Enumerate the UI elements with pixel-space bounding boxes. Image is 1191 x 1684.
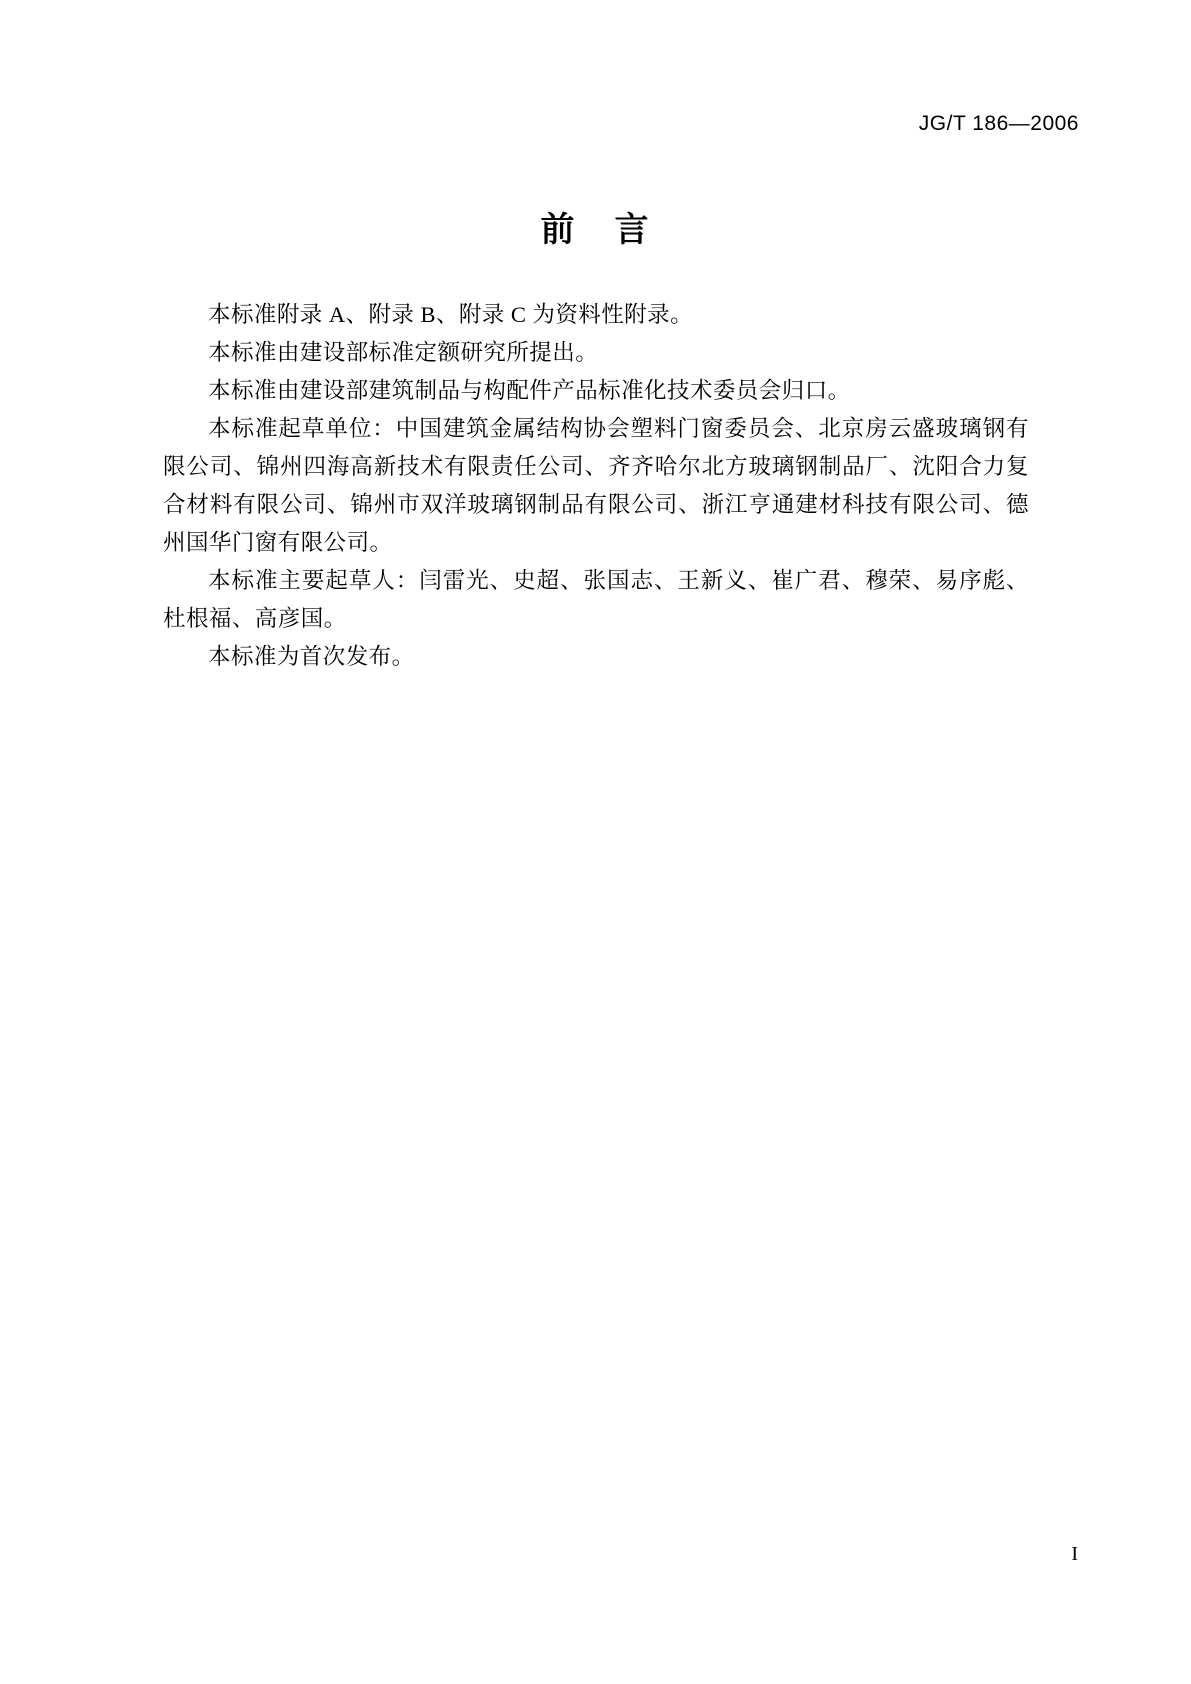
page-number-footer: I xyxy=(1071,1543,1078,1565)
standard-number-header: JG/T 186—2006 xyxy=(918,112,1079,135)
foreword-paragraph-6: 本标准为首次发布。 xyxy=(208,644,415,669)
foreword-paragraph-1: 本标准附录 A、附录 B、附录 C 为资料性附录。 xyxy=(208,302,694,327)
page-title xyxy=(0,202,1191,251)
foreword-paragraph-3: 本标准由建设部建筑制品与构配件产品标准化技术委员会归口。 xyxy=(208,378,851,403)
page-title-char-1: 前 xyxy=(540,210,577,250)
foreword-body xyxy=(163,296,1029,676)
foreword-paragraph-5: 本标准主要起草人：闫雷光、史超、张国志、王新义、崔广君、穆荣、易序彪、杜根福、高彦国。 xyxy=(163,568,1029,631)
foreword-paragraph-2: 本标准由建设部标准定额研究所提出。 xyxy=(208,340,599,365)
page-title-char-2: 言 xyxy=(614,210,651,250)
foreword-paragraph-4: 本标准起草单位：中国建筑金属结构协会塑料门窗委员会、北京房云盛玻璃钢有限公司、锦州四海高新技术有限责任公司、齐齐哈尔北方玻璃钢制品厂、沈阳合力复合材料有限公司、锦州市双洋玻璃钢制品有限公司、浙江亨通建材科技有限公司、德州国华门窗有限公司。 xyxy=(163,416,1029,555)
